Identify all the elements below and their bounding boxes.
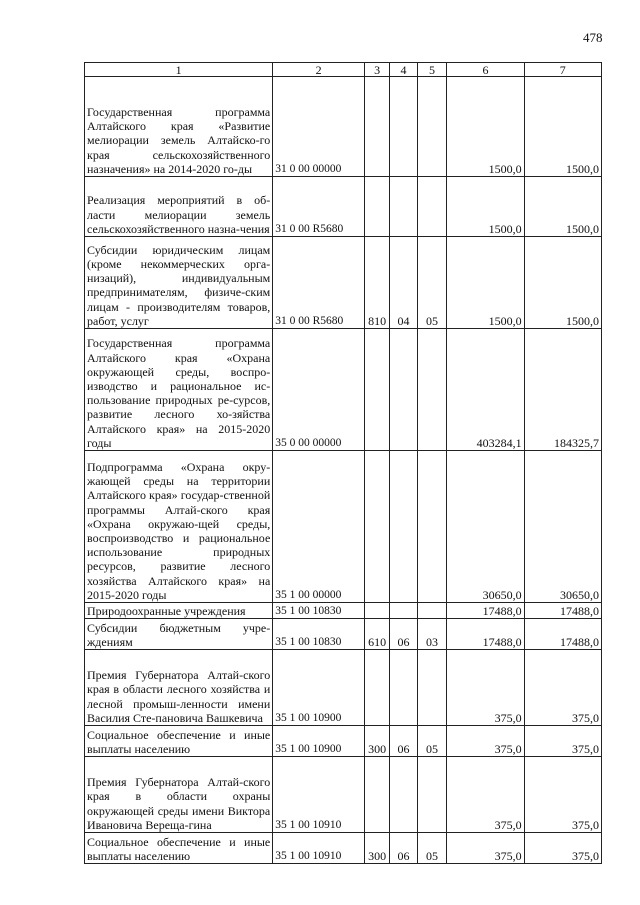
table-row bbox=[85, 603, 602, 619]
row-value-7: 17488,0 bbox=[524, 619, 601, 650]
row-code: 35 1 00 10830 bbox=[273, 603, 365, 619]
row-col4: 04 bbox=[390, 237, 417, 329]
row-col3 bbox=[364, 650, 389, 726]
row-name: Социальное обеспечение и иные выплаты населению bbox=[85, 833, 273, 864]
row-value-7: 375,0 bbox=[524, 757, 601, 833]
row-name: Субсидии юридическим лицам (кроме некоммерческих орга-низаций), индивидуальным предпринимателям, физиче-ским лицам - производителям товаров, работ, услуг bbox=[85, 237, 273, 329]
column-header: 6 bbox=[447, 63, 524, 77]
row-code: 35 1 00 00000 bbox=[273, 451, 365, 603]
row-code: 35 1 00 10830 bbox=[273, 619, 365, 650]
row-col5 bbox=[417, 650, 447, 726]
column-header: 7 bbox=[524, 63, 601, 77]
row-value-6: 403284,1 bbox=[447, 329, 524, 451]
row-value-6: 17488,0 bbox=[447, 619, 524, 650]
row-value-6: 1500,0 bbox=[447, 237, 524, 329]
row-value-6: 375,0 bbox=[447, 650, 524, 726]
row-name: Государственная программа Алтайского края «Развитие мелиорации земель Алтайско-го края сельскохозяйственного назначения» на 2014-2020 го-ды bbox=[85, 77, 273, 177]
row-value-6: 17488,0 bbox=[447, 603, 524, 619]
row-code: 35 1 00 10910 bbox=[273, 833, 365, 864]
row-col4 bbox=[390, 77, 417, 177]
row-name: Реализация мероприятий в об-ласти мелиорации земель сельскохозяйственного назна-чения bbox=[85, 177, 273, 237]
table-row bbox=[85, 619, 602, 650]
row-name: Природоохранные учреждения bbox=[85, 603, 273, 619]
column-header: 2 bbox=[273, 63, 365, 77]
row-value-7: 17488,0 bbox=[524, 603, 601, 619]
row-code: 31 0 00 00000 bbox=[273, 77, 365, 177]
row-code: 35 1 00 10900 bbox=[273, 726, 365, 757]
row-name: Премия Губернатора Алтай-ского края в области лесного хозяйства и лесной промыш-ленности имени Василия Сте-пановича Вашкевича bbox=[85, 650, 273, 726]
table-row bbox=[85, 650, 602, 726]
budget-table bbox=[84, 62, 602, 864]
row-col3 bbox=[364, 77, 389, 177]
row-col4 bbox=[390, 757, 417, 833]
row-col3: 810 bbox=[364, 237, 389, 329]
row-value-7: 375,0 bbox=[524, 726, 601, 757]
row-name: Подпрограмма «Охрана окру-жающей среды на территории Алтайского края» государ-ственной программы Алтай-ского края «Охрана окружаю-щей среды, воспроизводство и рациональное использование природных ресурсов, развитие лесного хозяйства Алтайского края» на 2015-2020 годы bbox=[85, 451, 273, 603]
row-col5 bbox=[417, 451, 447, 603]
table-row bbox=[85, 451, 602, 603]
row-code: 31 0 00 R5680 bbox=[273, 177, 365, 237]
table-row bbox=[85, 329, 602, 451]
row-col4: 06 bbox=[390, 726, 417, 757]
row-value-7: 1500,0 bbox=[524, 177, 601, 237]
row-value-6: 375,0 bbox=[447, 833, 524, 864]
row-col5: 05 bbox=[417, 237, 447, 329]
table-header-row bbox=[85, 63, 602, 77]
table-row bbox=[85, 77, 602, 177]
row-value-7: 184325,7 bbox=[524, 329, 601, 451]
row-code: 31 0 00 R5680 bbox=[273, 237, 365, 329]
row-name: Государственная программа Алтайского края «Охрана окружающей среды, воспро-изводство и рациональное ис-пользование природных ре-сурсов, развитие лесного хо-зяйства Алтайского края» на 2015-2020 годы bbox=[85, 329, 273, 451]
row-col4 bbox=[390, 177, 417, 237]
row-col3 bbox=[364, 451, 389, 603]
row-value-6: 30650,0 bbox=[447, 451, 524, 603]
row-col3 bbox=[364, 603, 389, 619]
column-header: 3 bbox=[364, 63, 389, 77]
row-col5: 03 bbox=[417, 619, 447, 650]
row-name: Премия Губернатора Алтай-ского края в области охраны окружающей среды имени Виктора Ивановича Верещa-гина bbox=[85, 757, 273, 833]
page-number: 478 bbox=[583, 30, 603, 45]
row-code: 35 1 00 10900 bbox=[273, 650, 365, 726]
row-col3: 610 bbox=[364, 619, 389, 650]
row-col5 bbox=[417, 177, 447, 237]
table-row bbox=[85, 177, 602, 237]
row-col4 bbox=[390, 329, 417, 451]
row-value-6: 375,0 bbox=[447, 726, 524, 757]
row-col4 bbox=[390, 451, 417, 603]
row-col4: 06 bbox=[390, 833, 417, 864]
row-col3 bbox=[364, 329, 389, 451]
table-row bbox=[85, 757, 602, 833]
row-value-7: 1500,0 bbox=[524, 237, 601, 329]
row-col4: 06 bbox=[390, 619, 417, 650]
row-col3 bbox=[364, 757, 389, 833]
row-value-6: 1500,0 bbox=[447, 177, 524, 237]
row-name: Социальное обеспечение и иные выплаты населению bbox=[85, 726, 273, 757]
row-value-7: 1500,0 bbox=[524, 77, 601, 177]
row-col3: 300 bbox=[364, 726, 389, 757]
row-col5: 05 bbox=[417, 833, 447, 864]
row-col3 bbox=[364, 177, 389, 237]
row-col5 bbox=[417, 329, 447, 451]
row-code: 35 1 00 10910 bbox=[273, 757, 365, 833]
column-header: 1 bbox=[85, 63, 273, 77]
table-row bbox=[85, 833, 602, 864]
row-value-6: 375,0 bbox=[447, 757, 524, 833]
column-header: 5 bbox=[417, 63, 447, 77]
row-col3: 300 bbox=[364, 833, 389, 864]
row-col5 bbox=[417, 603, 447, 619]
row-name: Субсидии бюджетным учре-ждениям bbox=[85, 619, 273, 650]
row-value-7: 30650,0 bbox=[524, 451, 601, 603]
row-col5: 05 bbox=[417, 726, 447, 757]
column-header: 4 bbox=[390, 63, 417, 77]
row-value-7: 375,0 bbox=[524, 833, 601, 864]
row-code: 35 0 00 00000 bbox=[273, 329, 365, 451]
table-row bbox=[85, 726, 602, 757]
row-col4 bbox=[390, 650, 417, 726]
row-value-6: 1500,0 bbox=[447, 77, 524, 177]
row-col5 bbox=[417, 77, 447, 177]
table-row bbox=[85, 237, 602, 329]
row-col5 bbox=[417, 757, 447, 833]
row-col4 bbox=[390, 603, 417, 619]
row-value-7: 375,0 bbox=[524, 650, 601, 726]
